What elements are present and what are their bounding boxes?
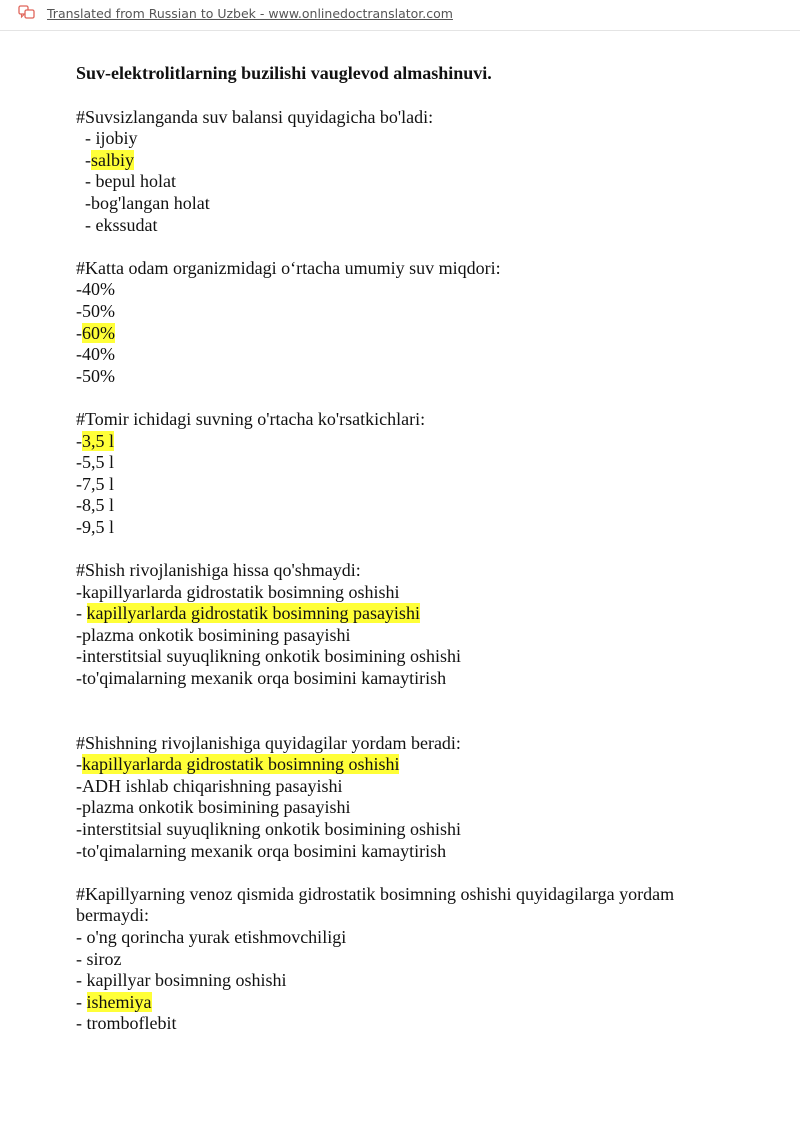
answer-option-correct — [76, 431, 736, 453]
highlighted-answer: ishemiya — [86, 991, 152, 1012]
option-text: kapillyar bosimning oshishi — [86, 970, 287, 991]
option-text: interstitsial suyuqlikning onkotik bosimining oshishi — [82, 819, 462, 839]
option-text: plazma onkotik bosimining pasayishi — [82, 624, 351, 645]
answer-option-correct — [76, 323, 736, 345]
answer-option — [76, 517, 736, 539]
option-text: 8,5 l — [82, 495, 115, 516]
option-prefix: - — [76, 926, 87, 947]
option-prefix: - — [76, 430, 82, 451]
answer-option — [76, 927, 736, 949]
question-block — [76, 258, 736, 388]
option-prefix: - — [76, 128, 96, 149]
answer-option — [76, 366, 736, 388]
question-block — [76, 409, 736, 539]
question-text: #Katta odam organizmidagi o‘rtacha umumiy suv miqdori: — [76, 257, 501, 278]
option-text: to'qimalarning mexanik orqa bosimini kamaytirish — [82, 840, 447, 861]
option-text: ekssudat — [95, 214, 158, 235]
answer-option-correct — [76, 150, 736, 172]
answer-option — [76, 797, 736, 819]
option-prefix: - — [76, 192, 91, 213]
option-text: plazma onkotik bosimining pasayishi — [82, 797, 351, 818]
answer-option-correct — [76, 754, 736, 776]
highlighted-answer: salbiy — [91, 149, 134, 170]
answer-option — [76, 301, 736, 323]
answer-option — [76, 193, 736, 215]
question-text: #Shish rivojlanishiga hissa qo'shmaydi: — [76, 560, 361, 581]
option-prefix: - — [76, 775, 82, 796]
option-prefix: - — [76, 948, 87, 969]
answer-option-correct — [76, 603, 736, 625]
answer-option — [76, 171, 736, 193]
answer-option — [76, 215, 736, 237]
answer-option — [76, 668, 736, 690]
option-prefix: - — [76, 452, 82, 473]
option-prefix: - — [76, 322, 82, 343]
answer-option — [76, 776, 736, 798]
option-prefix: - — [76, 149, 91, 170]
question-text: #Kapillyarning venoz qismida gidrostatik bosimning oshishi quyidagilarga yordam bermaydi: — [76, 883, 675, 926]
answer-option — [76, 582, 736, 604]
option-prefix: - — [76, 991, 87, 1012]
translator-link[interactable]: Translated from Russian to Uzbek - www.onlinedoctranslator.com — [47, 6, 453, 21]
option-prefix: - — [76, 344, 82, 365]
answer-option — [76, 279, 736, 301]
highlighted-answer: kapillyarlarda gidrostatik bosimning pasayishi — [86, 603, 420, 624]
option-text: o'ng qorincha yurak etishmovchiligi — [86, 926, 347, 947]
option-prefix: - — [76, 214, 96, 235]
question-text: #Suvsizlanganda suv balansi quyidagicha bo'ladi: — [76, 106, 434, 127]
answer-option — [76, 625, 736, 647]
document-title: Suv-elektrolitlarning buzilishi vauglevod almashinuvi. — [76, 63, 492, 83]
option-prefix: - — [76, 668, 82, 689]
option-text: 5,5 l — [82, 452, 115, 473]
option-text: bog'langan holat — [91, 192, 210, 213]
option-prefix: - — [76, 581, 82, 602]
option-prefix: - — [76, 365, 82, 386]
option-text: 50% — [82, 365, 115, 386]
answer-option — [76, 452, 736, 474]
answer-option — [76, 474, 736, 496]
answer-option — [76, 1013, 736, 1035]
option-prefix: - — [76, 603, 87, 624]
question-block — [76, 107, 736, 237]
question-block — [76, 884, 736, 1035]
option-prefix: - — [76, 1013, 87, 1034]
answer-option — [76, 841, 736, 863]
answer-option — [76, 495, 736, 517]
option-prefix: - — [76, 279, 82, 300]
document-body — [76, 63, 736, 1057]
option-text: siroz — [86, 948, 122, 969]
option-text: ADH ishlab chiqarishning pasayishi — [82, 775, 343, 796]
translate-icon[interactable] — [18, 5, 36, 21]
answer-option — [76, 344, 736, 366]
answer-option — [76, 970, 736, 992]
highlighted-answer: kapillyarlarda gidrostatik bosimning oshishi — [82, 754, 400, 775]
answer-option — [76, 128, 736, 150]
option-prefix: - — [76, 495, 82, 516]
option-prefix: - — [76, 300, 82, 321]
option-prefix: - — [76, 171, 96, 192]
option-text: 40% — [82, 279, 115, 300]
question-block — [76, 560, 736, 690]
option-text: ijobiy — [95, 128, 138, 149]
option-text: interstitsial suyuqlikning onkotik bosimining oshishi — [82, 646, 462, 667]
option-text: 7,5 l — [82, 473, 115, 494]
highlighted-answer: 3,5 l — [82, 430, 115, 451]
translator-banner — [0, 0, 800, 31]
question-list — [76, 107, 736, 1035]
option-text: to'qimalarning mexanik orqa bosimini kamaytirish — [82, 668, 447, 689]
answer-option — [76, 949, 736, 971]
option-prefix: - — [76, 840, 82, 861]
option-text: tromboflebit — [86, 1013, 177, 1034]
option-prefix: - — [76, 797, 82, 818]
answer-option — [76, 819, 736, 841]
option-prefix: - — [76, 473, 82, 494]
question-text: #Tomir ichidagi suvning o'rtacha ko'rsatkichlari: — [76, 408, 426, 429]
question-text: #Shishning rivojlanishiga quyidagilar yordam beradi: — [76, 732, 461, 753]
option-text: 40% — [82, 344, 115, 365]
question-block — [76, 733, 736, 863]
option-prefix: - — [76, 624, 82, 645]
option-prefix: - — [76, 646, 82, 667]
highlighted-answer: 60% — [82, 322, 115, 343]
answer-option — [76, 646, 736, 668]
answer-option-correct — [76, 992, 736, 1014]
option-text: 9,5 l — [82, 516, 115, 537]
option-prefix: - — [76, 754, 82, 775]
option-text: kapillyarlarda gidrostatik bosimning oshishi — [82, 581, 400, 602]
option-text: bepul holat — [95, 171, 176, 192]
option-prefix: - — [76, 819, 82, 839]
option-prefix: - — [76, 516, 82, 537]
option-prefix: - — [76, 970, 87, 991]
option-text: 50% — [82, 300, 115, 321]
